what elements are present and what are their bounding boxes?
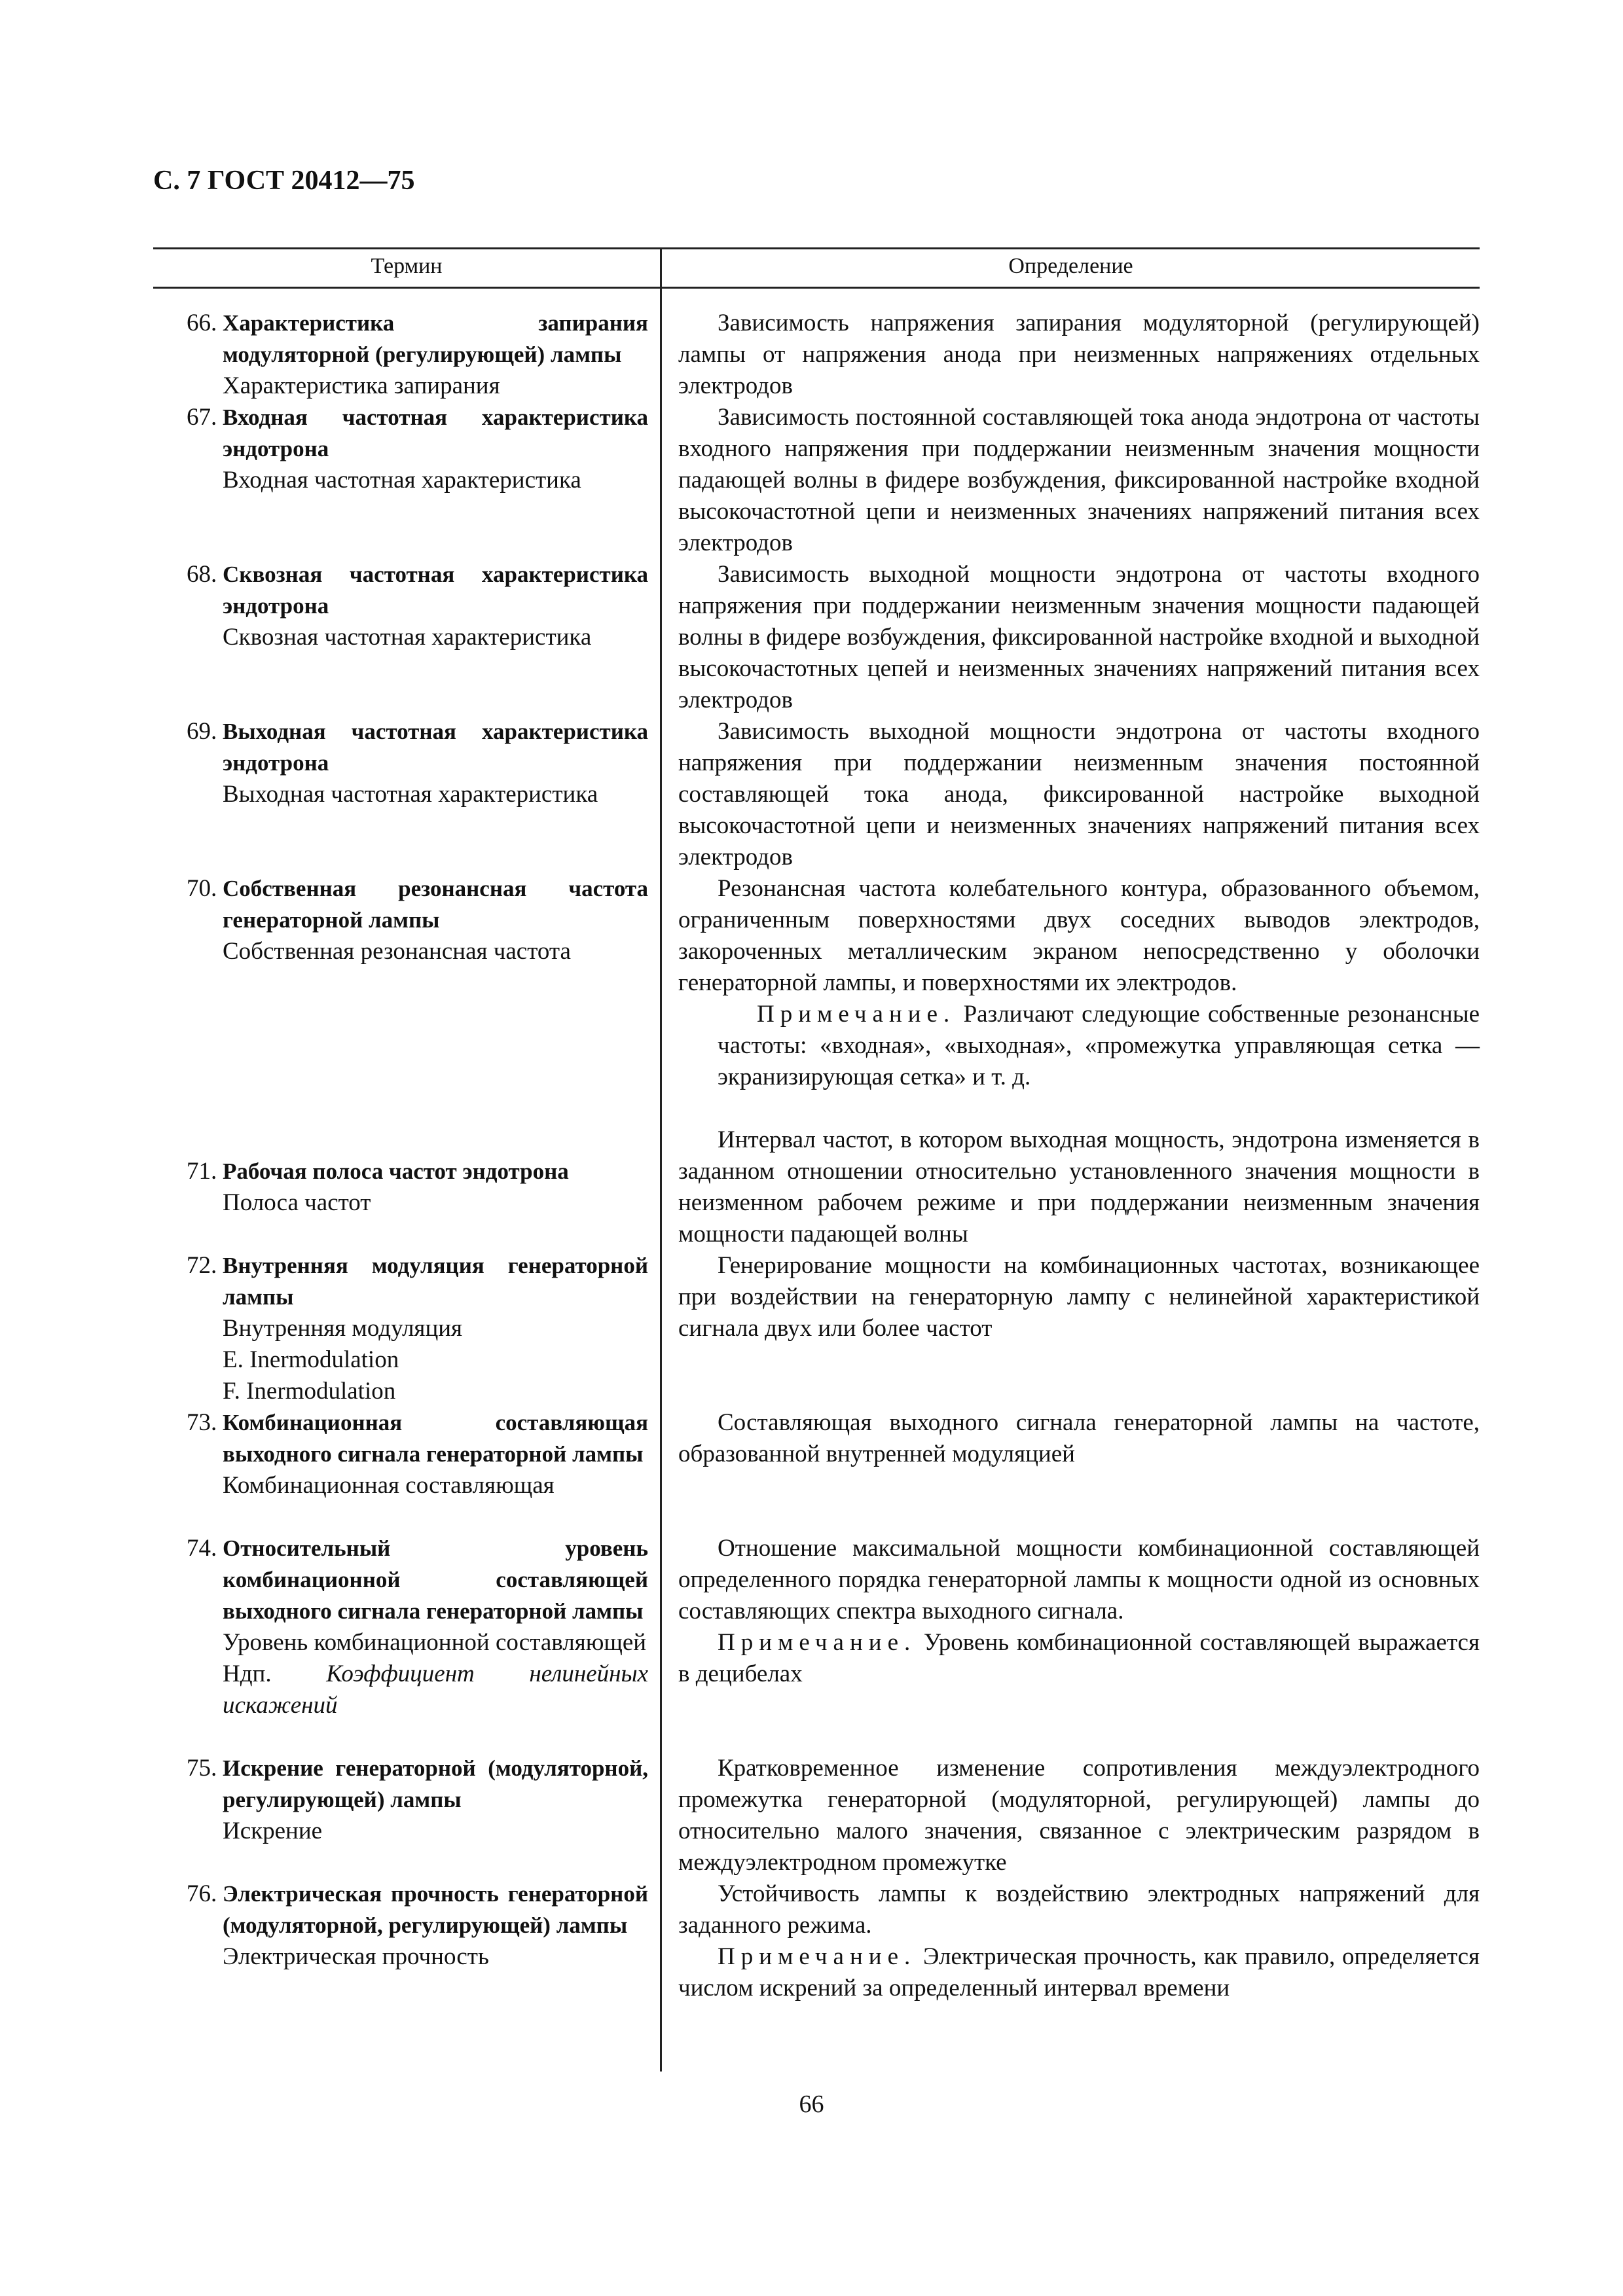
definition-73: Составляющая выходного сигнала генераторной лампы на частоте, образованной внутренней модуляцией [678,1409,1480,1467]
definition-71: Интервал частот, в котором выходная мощность, эндотрона изменяется в заданном отношении относительно установленного значения мощности в неизменном рабочем режиме и при поддержании неизменным значения мощности падающей волны [678,1126,1480,1247]
term-number: 72. [187,1252,217,1279]
term-67 [187,402,648,496]
term-number: 73. [187,1409,217,1436]
definition-76: Устойчивость лампы к воздействию электродных напряжений для заданного режима. Примечание. Электрическая прочность, как правило, определяется числом искрений за определенный интервал времени [678,1878,1480,2004]
note [678,1941,1480,2004]
term-short: Уровень комбинационной составляющей [223,1629,647,1656]
definition-67: Зависимость постоянной составляющей тока анода эндотрона от частоты входного напряжения при поддержании неизменным значения мощности падающей волны в фидере возбуждения, фиксированной настройке входной высокочастотной цепи и неизменных значениях напряжений питания всех электродов [678,404,1480,556]
term-68 [187,559,648,653]
document-header: С. 7 ГОСТ 20412—75 [153,166,415,196]
term-short: Сквозная частотная характеристика [223,624,592,651]
table-column-divider [660,247,662,2072]
term-english: E. Inermodulation [223,1346,399,1373]
note-text: Уровень комбинационной составляющей выражается в децибелах [678,1629,1480,1687]
note-label: Примечание. [718,1943,917,1970]
term-number: 66. [187,310,217,336]
table-top-rule [153,247,1480,249]
term-title: Искрение генераторной (модуляторной, регулирующей) лампы [223,1755,648,1812]
column-header-definition: Определение [1008,254,1133,278]
term-number: 70. [187,875,217,902]
term-number: 68. [187,561,217,588]
term-number: 69. [187,718,217,745]
page-number: 66 [799,2090,824,2118]
definition-68: Зависимость выходной мощности эндотрона от частоты входного напряжения при поддержании неизменным значения мощности падающей волны в фидере возбуждения, фиксированной настройке входной и выходной высокочастотных цепей и неизменных значениях напряжений питания всех электродов [678,561,1480,713]
definition-66: Зависимость напряжения запирания модуляторной (регулирующей) лампы от напряжения анода при неизменных напряжениях отдельных электродов [678,310,1480,399]
definition-75: Кратковременное изменение сопротивления междуэлектродного промежутка генераторной (модуляторной, регулирующей) лампы до относительно малого значения, связанное с электрическим разрядом в междуэлектродном промежутке [678,1755,1480,1876]
term-short: Характеристика запирания [223,372,500,399]
term-short: Полоса частот [223,1189,371,1216]
ndp-label: Ндп. [223,1660,272,1687]
term-70 [187,873,648,967]
term-title: Рабочая полоса частот эндотрона [223,1158,569,1184]
term-title: Выходная частотная характеристика эндотрона [223,719,648,776]
note-label: Примечание. [718,1629,917,1656]
term-title: Относительный уровень комбинационной составляющей выходного сигнала генераторной лампы [223,1535,648,1624]
term-short: Внутренняя модуляция [223,1315,463,1342]
term-short: Искрение [223,1818,323,1844]
term-73 [187,1407,648,1501]
term-short: Выходная частотная характеристика [223,781,598,808]
term-short: Собственная резонансная частота [223,938,571,965]
term-title: Входная частотная характеристика эндотрона [223,404,648,461]
term-title: Характеристика запирания модуляторной (регулирующей) лампы [223,310,648,367]
term-number: 75. [187,1755,217,1782]
term-title: Комбинационная составляющая выходного сигнала генераторной лампы [223,1410,648,1467]
term-title: Внутренняя модуляция генераторной лампы [223,1253,648,1310]
term-number: 76. [187,1880,217,1907]
term-66 [187,308,648,402]
term-71 [187,1156,648,1219]
term-72 [187,1250,648,1407]
term-76 [187,1878,648,1973]
definition-74: Отношение максимальной мощности комбинационной составляющей определенного порядка генераторной лампы к мощности одной из основных составляющих спектра выходного сигнала. Примечание. Уровень комбинационной составляющей выражается в децибелах [678,1533,1480,1690]
term-short: Входная частотная характеристика [223,467,581,493]
definition-69: Зависимость выходной мощности эндотрона от частоты входного напряжения при поддержании неизменным значения постоянной составляющей тока анода, фиксированной настройке выходной высокочастотной цепи и неизменных значениях напряжений питания всех электродов [678,718,1480,870]
term-short: Комбинационная составляющая [223,1472,555,1499]
definition-70: Резонансная частота колебательного контура, образованного объемом, ограниченным поверхностями двух соседних выводов электродов, закороченных металлическим экраном непосредственно у оболочки генераторной лампы, и поверхностями их электродов. Примечание. Различают следующие собственные резонансные частоты: «входная», «выходная», «промежутка управляющая сетка — экранизирующая сетка» и т. д. [678,873,1480,1093]
note-text: Электрическая прочность, как правило, определяется числом искрений за определенный интервал времени [678,1943,1480,2001]
term-title: Электрическая прочность генераторной (модуляторной, регулирующей) лампы [223,1881,648,1938]
term-number: 67. [187,404,217,431]
term-number: 71. [187,1158,217,1185]
term-french: F. Inermodulation [223,1378,396,1405]
term-not-allowed [223,1659,648,1721]
note-text: Различают следующие собственные резонансные частоты: «входная», «выходная», «промежутка управляющая сетка — экранизирующая сетка» и т. д. [718,1001,1480,1090]
term-75 [187,1753,648,1847]
term-69 [187,716,648,810]
term-number: 74. [187,1535,217,1562]
note-label: Примечание. [757,1001,956,1028]
note [678,1627,1480,1690]
term-title: Собственная резонансная частота генераторной лампы [223,876,648,933]
note [678,999,1480,1093]
table-header-rule [153,287,1480,289]
column-header-term: Термин [371,254,443,278]
definition-72: Генерирование мощности на комбинационных частотах, возникающее при воздействии на генераторную лампу с нелинейной характеристикой сигнала двух или более частот [678,1252,1480,1342]
term-74 [187,1533,648,1721]
term-short: Электрическая прочность [223,1943,489,1970]
ndp-term: Коэффициент нелинейных искажений [223,1660,648,1719]
term-title: Сквозная частотная характеристика эндотрона [223,562,648,619]
